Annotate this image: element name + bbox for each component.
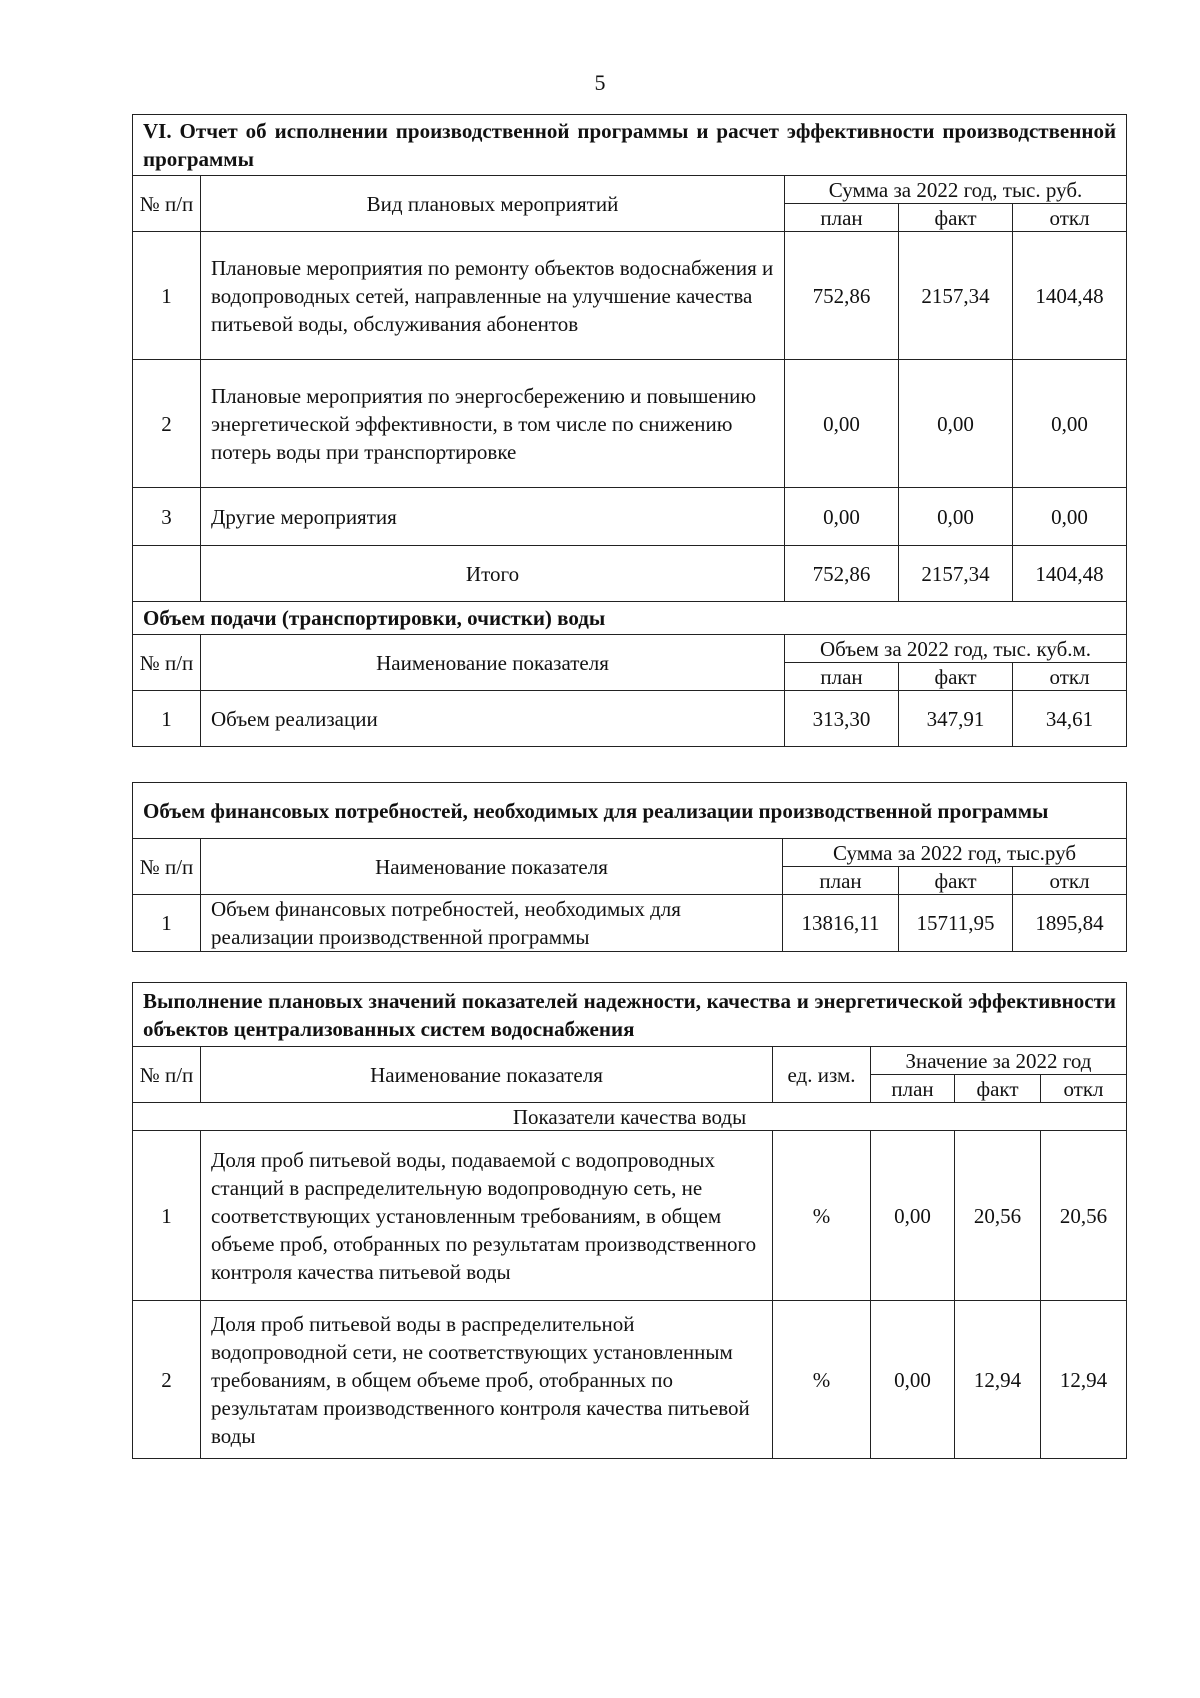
row-dev: 12,94: [1041, 1301, 1127, 1459]
col-sum-header: Сумма за 2022 год, тыс. руб.: [785, 176, 1127, 204]
col-num-header: № п/п: [133, 176, 201, 232]
row-plan: 13816,11: [783, 895, 899, 952]
table-row: [133, 1131, 1127, 1301]
row-dev: 34,61: [1013, 691, 1127, 747]
row-name: Плановые мероприятия по энергосбережению и повышению энергетической эффективности, в том числе по снижению потерь воды при транспортировке: [201, 360, 785, 488]
col-num-header: № п/п: [133, 839, 201, 895]
row-dev: 0,00: [1013, 360, 1127, 488]
production-program-report-table: [132, 114, 1127, 747]
table-row: [133, 360, 1127, 488]
col-plan-header: план: [785, 204, 899, 232]
row-dev: 0,00: [1013, 488, 1127, 546]
supply-col-vol-header: Объем за 2022 год, тыс. куб.м.: [785, 635, 1127, 663]
row-plan: 752,86: [785, 232, 899, 360]
row-name: Плановые мероприятия по ремонту объектов водоснабжения и водопроводных сетей, направленные на улучшение качества питьевой воды, обслуживания абонентов: [201, 232, 785, 360]
row-name: Доля проб питьевой воды, подаваемой с водопроводных станций в распределительную водопроводную сеть, не соответствующих установленным требованиям, в общем объеме проб, отобранных по результатам производственного контроля качества питьевой воды: [201, 1131, 773, 1301]
section1-title: VI. Отчет об исполнении производственной программы и расчет эффективности производственной программы: [133, 115, 1127, 176]
row-fact: 2157,34: [899, 232, 1013, 360]
table-row: [133, 488, 1127, 546]
col-plan-header: план: [783, 867, 899, 895]
total-num-empty: [133, 546, 201, 602]
col-dev-header: откл: [1013, 204, 1127, 232]
col-plan-header: план: [871, 1075, 955, 1103]
row-fact: 12,94: [955, 1301, 1041, 1459]
col-dev-header: откл: [1041, 1075, 1127, 1103]
row-fact: 15711,95: [899, 895, 1013, 952]
row-dev: 20,56: [1041, 1131, 1127, 1301]
row-name: Доля проб питьевой воды в распределительной водопроводной сети, не соответствующих установленным требованиям, в общем объеме проб, отобранных по результатам производственного контроля качества питьевой воды: [201, 1301, 773, 1459]
row-name: Другие мероприятия: [201, 488, 785, 546]
row-fact: 0,00: [899, 488, 1013, 546]
col-unit-header: ед. изм.: [773, 1047, 871, 1103]
total-dev: 1404,48: [1013, 546, 1127, 602]
col-name-header: Наименование показателя: [201, 839, 783, 895]
quality-indicators-table: [132, 982, 1127, 1459]
row-num: 2: [133, 1301, 201, 1459]
col-fact-header: факт: [955, 1075, 1041, 1103]
total-row: [133, 546, 1127, 602]
row-plan: 0,00: [785, 360, 899, 488]
supply-col-num-header: № п/п: [133, 635, 201, 691]
row-num: 1: [133, 895, 201, 952]
row-dev: 1404,48: [1013, 232, 1127, 360]
row-unit: %: [773, 1131, 871, 1301]
group-label: Показатели качества воды: [133, 1103, 1127, 1131]
section2-title: Объем финансовых потребностей, необходимых для реализации производственной программы: [133, 783, 1127, 839]
row-num: 1: [133, 691, 201, 747]
total-fact: 2157,34: [899, 546, 1013, 602]
total-label: Итого: [201, 546, 785, 602]
row-fact: 347,91: [899, 691, 1013, 747]
row-num: 3: [133, 488, 201, 546]
total-plan: 752,86: [785, 546, 899, 602]
col-sum-header: Сумма за 2022 год, тыс.руб: [783, 839, 1127, 867]
row-plan: 0,00: [871, 1301, 955, 1459]
row-name: Объем финансовых потребностей, необходимых для реализации производственной программы: [201, 895, 783, 952]
supply-col-plan-header: план: [785, 663, 899, 691]
page-number: 5: [594, 70, 606, 95]
row-num: 2: [133, 360, 201, 488]
section3-title: Выполнение плановых значений показателей надежности, качества и энергетической эффективности объектов централизованных систем водоснабжения: [133, 983, 1127, 1047]
supply-col-dev-header: откл: [1013, 663, 1127, 691]
table-row: [133, 691, 1127, 747]
row-plan: 313,30: [785, 691, 899, 747]
col-fact-header: факт: [899, 204, 1013, 232]
financial-needs-table: [132, 782, 1127, 952]
row-dev: 1895,84: [1013, 895, 1127, 952]
col-value-header: Значение за 2022 год: [871, 1047, 1127, 1075]
table-row: [133, 895, 1127, 952]
table-row: [133, 1301, 1127, 1459]
row-unit: %: [773, 1301, 871, 1459]
row-plan: 0,00: [785, 488, 899, 546]
table-row: [133, 232, 1127, 360]
col-fact-header: факт: [899, 867, 1013, 895]
row-name: Объем реализации: [201, 691, 785, 747]
row-num: 1: [133, 232, 201, 360]
col-name-header: Наименование показателя: [201, 1047, 773, 1103]
row-fact: 20,56: [955, 1131, 1041, 1301]
col-num-header: № п/п: [133, 1047, 201, 1103]
row-fact: 0,00: [899, 360, 1013, 488]
supply-title: Объем подачи (транспортировки, очистки) воды: [133, 602, 1127, 635]
col-dev-header: откл: [1013, 867, 1127, 895]
col-name-header: Вид плановых мероприятий: [201, 176, 785, 232]
supply-col-fact-header: факт: [899, 663, 1013, 691]
supply-col-name-header: Наименование показателя: [201, 635, 785, 691]
row-plan: 0,00: [871, 1131, 955, 1301]
row-num: 1: [133, 1131, 201, 1301]
